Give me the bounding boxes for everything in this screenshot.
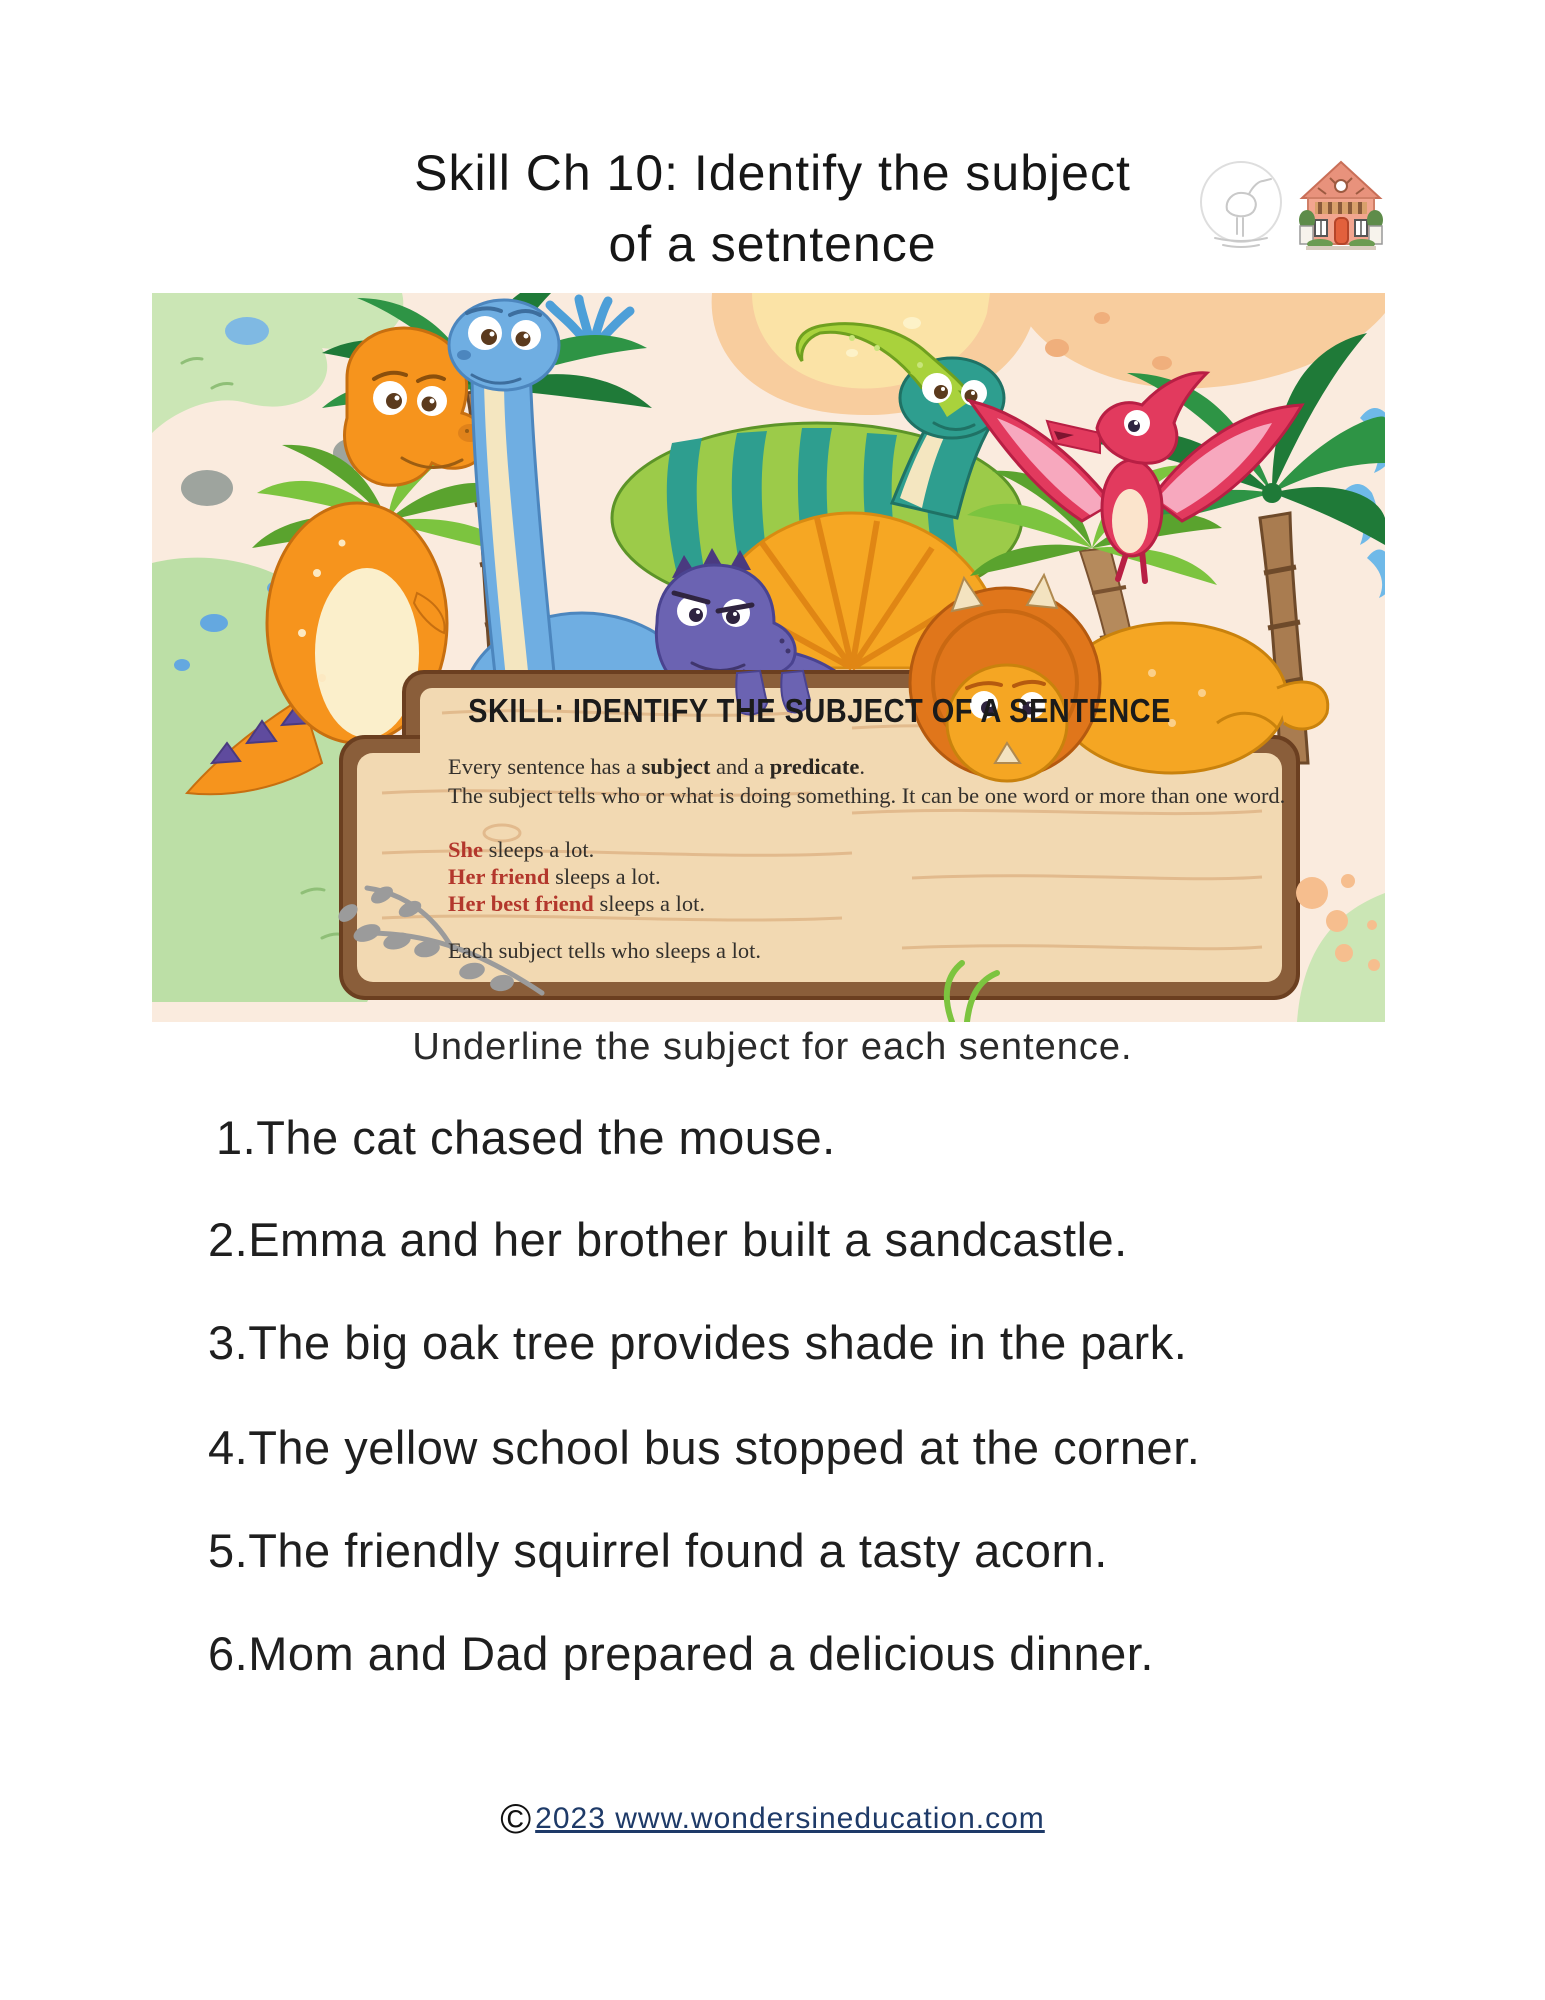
exercise-sentence-2	[208, 1212, 1128, 1267]
sentence-number: 1.	[216, 1111, 257, 1164]
house-icon	[1298, 158, 1384, 259]
sentence-number: 2.	[208, 1213, 249, 1266]
example-subject: Her friend	[448, 864, 550, 889]
exercise-sentence-6	[208, 1626, 1154, 1681]
example-line	[448, 863, 661, 891]
sentence-text: The big oak tree provides shade in the park.	[248, 1316, 1188, 1369]
example-line	[448, 836, 594, 864]
exercise-sentence-1	[216, 1110, 836, 1165]
example-subject: She	[448, 837, 484, 862]
sign-closing-line: Each subject tells who sleeps a lot.	[448, 938, 762, 963]
intro-post: .	[859, 754, 865, 779]
exercise-sentence-4	[208, 1420, 1200, 1475]
intro-bold-subject: subject	[641, 754, 711, 779]
dinosaur-illustration	[152, 293, 1385, 1022]
sentence-number: 3.	[208, 1316, 249, 1369]
crane-logo-icon	[1196, 158, 1286, 259]
sentence-text: Mom and Dad prepared a delicious dinner.	[248, 1627, 1154, 1680]
sentence-number: 5.	[208, 1524, 249, 1577]
example-rest: sleeps a lot.	[483, 837, 595, 862]
intro-mid: and a	[710, 754, 770, 779]
intro-pre: Every sentence has a	[448, 754, 642, 779]
sentence-text: The cat chased the mouse.	[256, 1111, 836, 1164]
sentence-number: 4.	[208, 1421, 249, 1474]
example-rest: sleeps a lot.	[593, 891, 706, 916]
copyright-icon: ©	[500, 1795, 532, 1842]
footer-link[interactable]: 2023 www.wondersineducation.com	[535, 1802, 1045, 1835]
sign-explanation-line: The subject tells who or what is doing something. It can be one word or more than one word.	[448, 783, 1286, 808]
exercise-sentence-3	[208, 1315, 1187, 1370]
footer	[0, 1795, 1545, 1842]
sentence-text: The yellow school bus stopped at the corner.	[248, 1421, 1201, 1474]
intro-bold-predicate: predicate	[769, 754, 860, 779]
example-subject: Her best friend	[448, 891, 594, 916]
sentence-number: 6.	[208, 1627, 249, 1680]
instruction-text: Underline the subject for each sentence.	[412, 1026, 1133, 1068]
exercise-sentence-5	[208, 1523, 1108, 1578]
sentence-text: The friendly squirrel found a tasty acorn.	[248, 1524, 1108, 1577]
title-line-1: Skill Ch 10: Identify the subject	[414, 145, 1131, 201]
sign-heading: SKILL: IDENTIFY THE SUBJECT OF A SENTENCE	[468, 692, 1171, 729]
sentence-text: Emma and her brother built a sandcastle.	[248, 1213, 1128, 1266]
header-icons	[1196, 158, 1384, 259]
sign-intro-line	[448, 753, 865, 781]
example-rest: sleeps a lot.	[549, 864, 661, 889]
title-line-2: of a setntence	[608, 216, 937, 272]
example-line	[448, 890, 705, 918]
